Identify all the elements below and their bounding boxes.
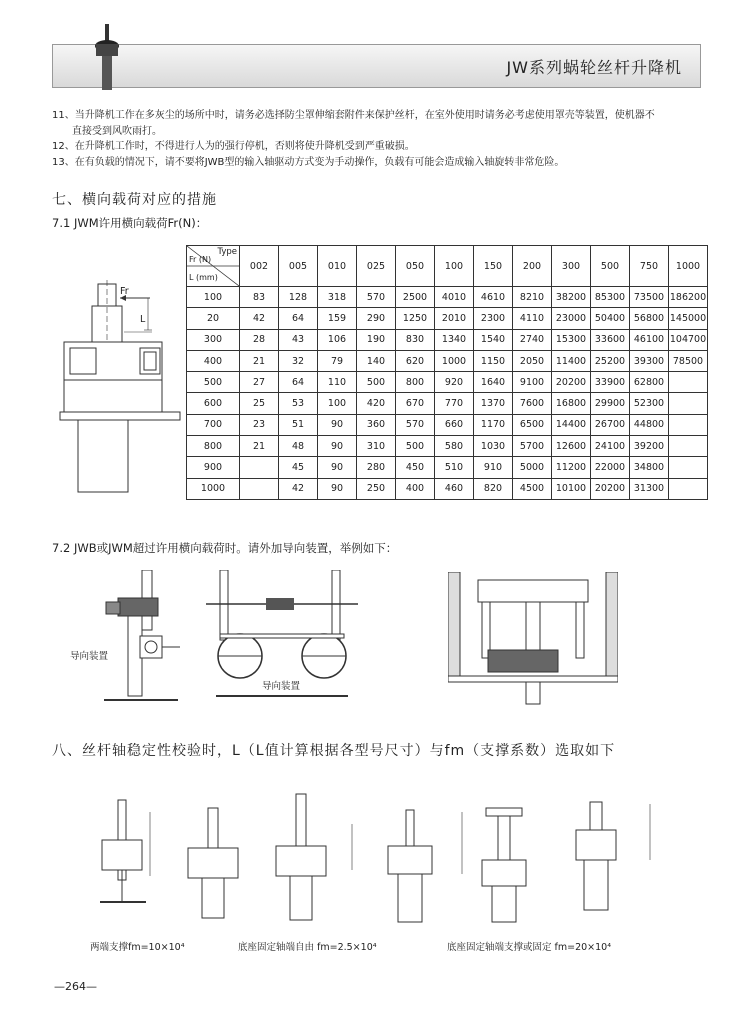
table-cell: 110 <box>318 372 357 393</box>
caption-both-ends: 两端支撑fm=10×10⁴ <box>90 942 185 953</box>
table-cell: 12600 <box>552 436 591 457</box>
table-cell: 1370 <box>474 393 513 414</box>
table-cell: 11200 <box>552 457 591 478</box>
table-cell: 20200 <box>552 372 591 393</box>
section-8-title: 八、丝杆轴稳定性校验时，L（L值计算根据各型号尺寸）与fm（支撑系数）选取如下 <box>52 743 616 759</box>
page-number: —264— <box>54 980 97 993</box>
table-cell: 73500 <box>630 287 669 308</box>
table-cell: 51 <box>279 414 318 435</box>
col-header: 150 <box>474 246 513 287</box>
table-cell: 4610 <box>474 287 513 308</box>
table-cell <box>240 457 279 478</box>
table-cell: 14400 <box>552 414 591 435</box>
table-row <box>187 372 708 393</box>
table-cell: 64 <box>279 308 318 329</box>
table-cell: 90 <box>318 478 357 499</box>
table-cell: 50400 <box>591 308 630 329</box>
col-header: 005 <box>279 246 318 287</box>
note-12: 12、在升降机工作时，不得进行人为的强行停机，否则将使升降机受到严重破损。 <box>52 141 415 152</box>
table-cell: 318 <box>318 287 357 308</box>
caption-fixed-free: 底座固定轴端自由 fm=2.5×10⁴ <box>238 942 377 953</box>
table-cell: 90 <box>318 457 357 478</box>
table-cell <box>669 457 708 478</box>
table-cell: 4110 <box>513 308 552 329</box>
stability-support-drawings <box>90 790 680 930</box>
table-cell: 290 <box>357 308 396 329</box>
table-cell: 2050 <box>513 350 552 371</box>
corner-fr: Fr (N) <box>189 255 212 264</box>
table-cell: 159 <box>318 308 357 329</box>
table-cell: 64 <box>279 372 318 393</box>
table-cell: 1540 <box>474 329 513 350</box>
table-cell: 15300 <box>552 329 591 350</box>
table-cell: 186200 <box>669 287 708 308</box>
table-cell: 2010 <box>435 308 474 329</box>
table-cell <box>669 372 708 393</box>
note-11-cont: 直接受到风吹雨打。 <box>72 125 162 137</box>
table-cell <box>669 393 708 414</box>
table-cell: 43 <box>279 329 318 350</box>
table-row <box>187 350 708 371</box>
caption-fixed-supported: 底座固定轴端支撑或固定 fm=20×10⁴ <box>447 942 612 953</box>
guide-device-drawing-3 <box>448 572 618 707</box>
fr-arrow-label: Fr <box>120 286 129 297</box>
col-header: 300 <box>552 246 591 287</box>
section-7-title: 七、横向载荷对应的措施 <box>52 192 217 208</box>
table-cell: 250 <box>357 478 396 499</box>
table-cell: 42 <box>279 478 318 499</box>
corner-type: Type <box>217 247 237 257</box>
table-cell <box>669 414 708 435</box>
table-cell: 21 <box>240 350 279 371</box>
table-row <box>187 414 708 435</box>
table-cell: 85300 <box>591 287 630 308</box>
table-cell: 16800 <box>552 393 591 414</box>
table-cell: 31300 <box>630 478 669 499</box>
table-cell: 420 <box>357 393 396 414</box>
table-cell: 42 <box>240 308 279 329</box>
table-cell: 145000 <box>669 308 708 329</box>
table-cell: 8210 <box>513 287 552 308</box>
table-cell: 400 <box>396 478 435 499</box>
table-cell: 310 <box>357 436 396 457</box>
note-11: 11、当升降机工作在多灰尘的场所中时，请务必选择防尘罩伸缩套附件来保护丝杆，在室外使用时请务必考虑使用罩壳等装置，使机器不 <box>52 110 655 121</box>
table-cell: 820 <box>474 478 513 499</box>
table-cell: 104700 <box>669 329 708 350</box>
table-cell <box>240 478 279 499</box>
table-cell: 62800 <box>630 372 669 393</box>
col-header: 100 <box>435 246 474 287</box>
table-cell: 83 <box>240 287 279 308</box>
table-cell: 500 <box>357 372 396 393</box>
l-dimension-label: L <box>140 314 146 325</box>
table-cell: 78500 <box>669 350 708 371</box>
row-l-value: 600 <box>187 393 240 414</box>
row-l-value: 700 <box>187 414 240 435</box>
table-cell: 570 <box>357 287 396 308</box>
table-cell: 450 <box>396 457 435 478</box>
table-cell: 360 <box>357 414 396 435</box>
col-header: 750 <box>630 246 669 287</box>
table-row <box>187 393 708 414</box>
table-cell: 6500 <box>513 414 552 435</box>
header-title: JW系列蜗轮丝杆升降机 <box>506 58 682 77</box>
row-l-value: 500 <box>187 372 240 393</box>
table-cell: 25200 <box>591 350 630 371</box>
table-cell: 1030 <box>474 436 513 457</box>
table-cell: 7600 <box>513 393 552 414</box>
row-l-value: 900 <box>187 457 240 478</box>
notes-block <box>52 108 702 170</box>
table-cell: 910 <box>474 457 513 478</box>
table-cell: 56800 <box>630 308 669 329</box>
table-cell: 33900 <box>591 372 630 393</box>
header-jack-icon <box>88 24 126 92</box>
table-cell: 46100 <box>630 329 669 350</box>
section-7-2-title: 7.2 JWB或JWM超过许用横向载荷时。请外加导向装置，举例如下： <box>52 541 398 555</box>
table-row <box>187 436 708 457</box>
table-cell: 280 <box>357 457 396 478</box>
table-cell: 190 <box>357 329 396 350</box>
table-cell: 25 <box>240 393 279 414</box>
jack-side-view-drawing <box>52 280 184 510</box>
table-cell: 44800 <box>630 414 669 435</box>
guide-label-2: 导向装置 <box>262 681 301 692</box>
table-cell: 39200 <box>630 436 669 457</box>
note-13: 13、在有负载的情况下，请不要将JWB型的输入轴驱动方式变为手动操作，负载有可能会造成输入轴旋转非常危险。 <box>52 156 565 168</box>
table-cell: 660 <box>435 414 474 435</box>
row-l-value: 1000 <box>187 478 240 499</box>
col-header: 500 <box>591 246 630 287</box>
page-header <box>52 44 701 88</box>
table-cell: 22000 <box>591 457 630 478</box>
table-cell: 5700 <box>513 436 552 457</box>
table-cell: 4500 <box>513 478 552 499</box>
col-header: 050 <box>396 246 435 287</box>
table-cell: 2500 <box>396 287 435 308</box>
table-cell: 510 <box>435 457 474 478</box>
table-cell: 128 <box>279 287 318 308</box>
table-row <box>187 329 708 350</box>
table-cell: 20200 <box>591 478 630 499</box>
col-header: 025 <box>357 246 396 287</box>
table-cell: 2300 <box>474 308 513 329</box>
table-cell: 90 <box>318 436 357 457</box>
table-cell: 100 <box>318 393 357 414</box>
row-l-value: 400 <box>187 350 240 371</box>
table-cell: 33600 <box>591 329 630 350</box>
table-cell: 39300 <box>630 350 669 371</box>
table-header-row <box>187 246 708 287</box>
table-cell: 45 <box>279 457 318 478</box>
table-cell: 48 <box>279 436 318 457</box>
table-row <box>187 457 708 478</box>
table-cell: 11400 <box>552 350 591 371</box>
table-cell: 79 <box>318 350 357 371</box>
row-l-value: 300 <box>187 329 240 350</box>
table-cell: 52300 <box>630 393 669 414</box>
table-cell: 27 <box>240 372 279 393</box>
table-cell: 21 <box>240 436 279 457</box>
table-cell: 140 <box>357 350 396 371</box>
table-corner-cell <box>187 246 240 287</box>
table-cell: 500 <box>396 436 435 457</box>
table-cell: 1000 <box>435 350 474 371</box>
table-cell: 5000 <box>513 457 552 478</box>
table-row <box>187 287 708 308</box>
table-cell: 800 <box>396 372 435 393</box>
table-cell: 90 <box>318 414 357 435</box>
table-cell: 1340 <box>435 329 474 350</box>
table-cell: 38200 <box>552 287 591 308</box>
table-cell: 4010 <box>435 287 474 308</box>
table-cell: 9100 <box>513 372 552 393</box>
table-row <box>187 308 708 329</box>
table-cell: 1170 <box>474 414 513 435</box>
row-l-value: 20 <box>187 308 240 329</box>
table-cell: 23 <box>240 414 279 435</box>
guide-device-drawing-1 <box>98 570 188 705</box>
table-cell: 106 <box>318 329 357 350</box>
table-cell: 24100 <box>591 436 630 457</box>
table-cell: 2740 <box>513 329 552 350</box>
row-l-value: 800 <box>187 436 240 457</box>
table-cell: 1250 <box>396 308 435 329</box>
table-row <box>187 478 708 499</box>
table-cell: 830 <box>396 329 435 350</box>
table-cell: 570 <box>396 414 435 435</box>
table-cell: 920 <box>435 372 474 393</box>
col-header: 1000 <box>669 246 708 287</box>
table-cell: 23000 <box>552 308 591 329</box>
corner-l: L (mm) <box>189 273 218 282</box>
table-cell <box>669 436 708 457</box>
col-header: 002 <box>240 246 279 287</box>
table-cell: 770 <box>435 393 474 414</box>
table-cell: 53 <box>279 393 318 414</box>
table-cell: 28 <box>240 329 279 350</box>
table-cell: 620 <box>396 350 435 371</box>
col-header: 010 <box>318 246 357 287</box>
table-cell: 10100 <box>552 478 591 499</box>
section-7-1-title: 7.1 JWM许用横向载荷Fr(N)： <box>52 216 208 230</box>
table-cell: 1640 <box>474 372 513 393</box>
table-cell: 1150 <box>474 350 513 371</box>
table-cell: 26700 <box>591 414 630 435</box>
table-cell <box>669 478 708 499</box>
lateral-load-table <box>186 245 708 500</box>
table-cell: 34800 <box>630 457 669 478</box>
row-l-value: 100 <box>187 287 240 308</box>
table-cell: 32 <box>279 350 318 371</box>
guide-label-1: 导向装置 <box>70 651 109 662</box>
table-cell: 460 <box>435 478 474 499</box>
col-header: 200 <box>513 246 552 287</box>
table-cell: 580 <box>435 436 474 457</box>
table-cell: 29900 <box>591 393 630 414</box>
table-cell: 670 <box>396 393 435 414</box>
